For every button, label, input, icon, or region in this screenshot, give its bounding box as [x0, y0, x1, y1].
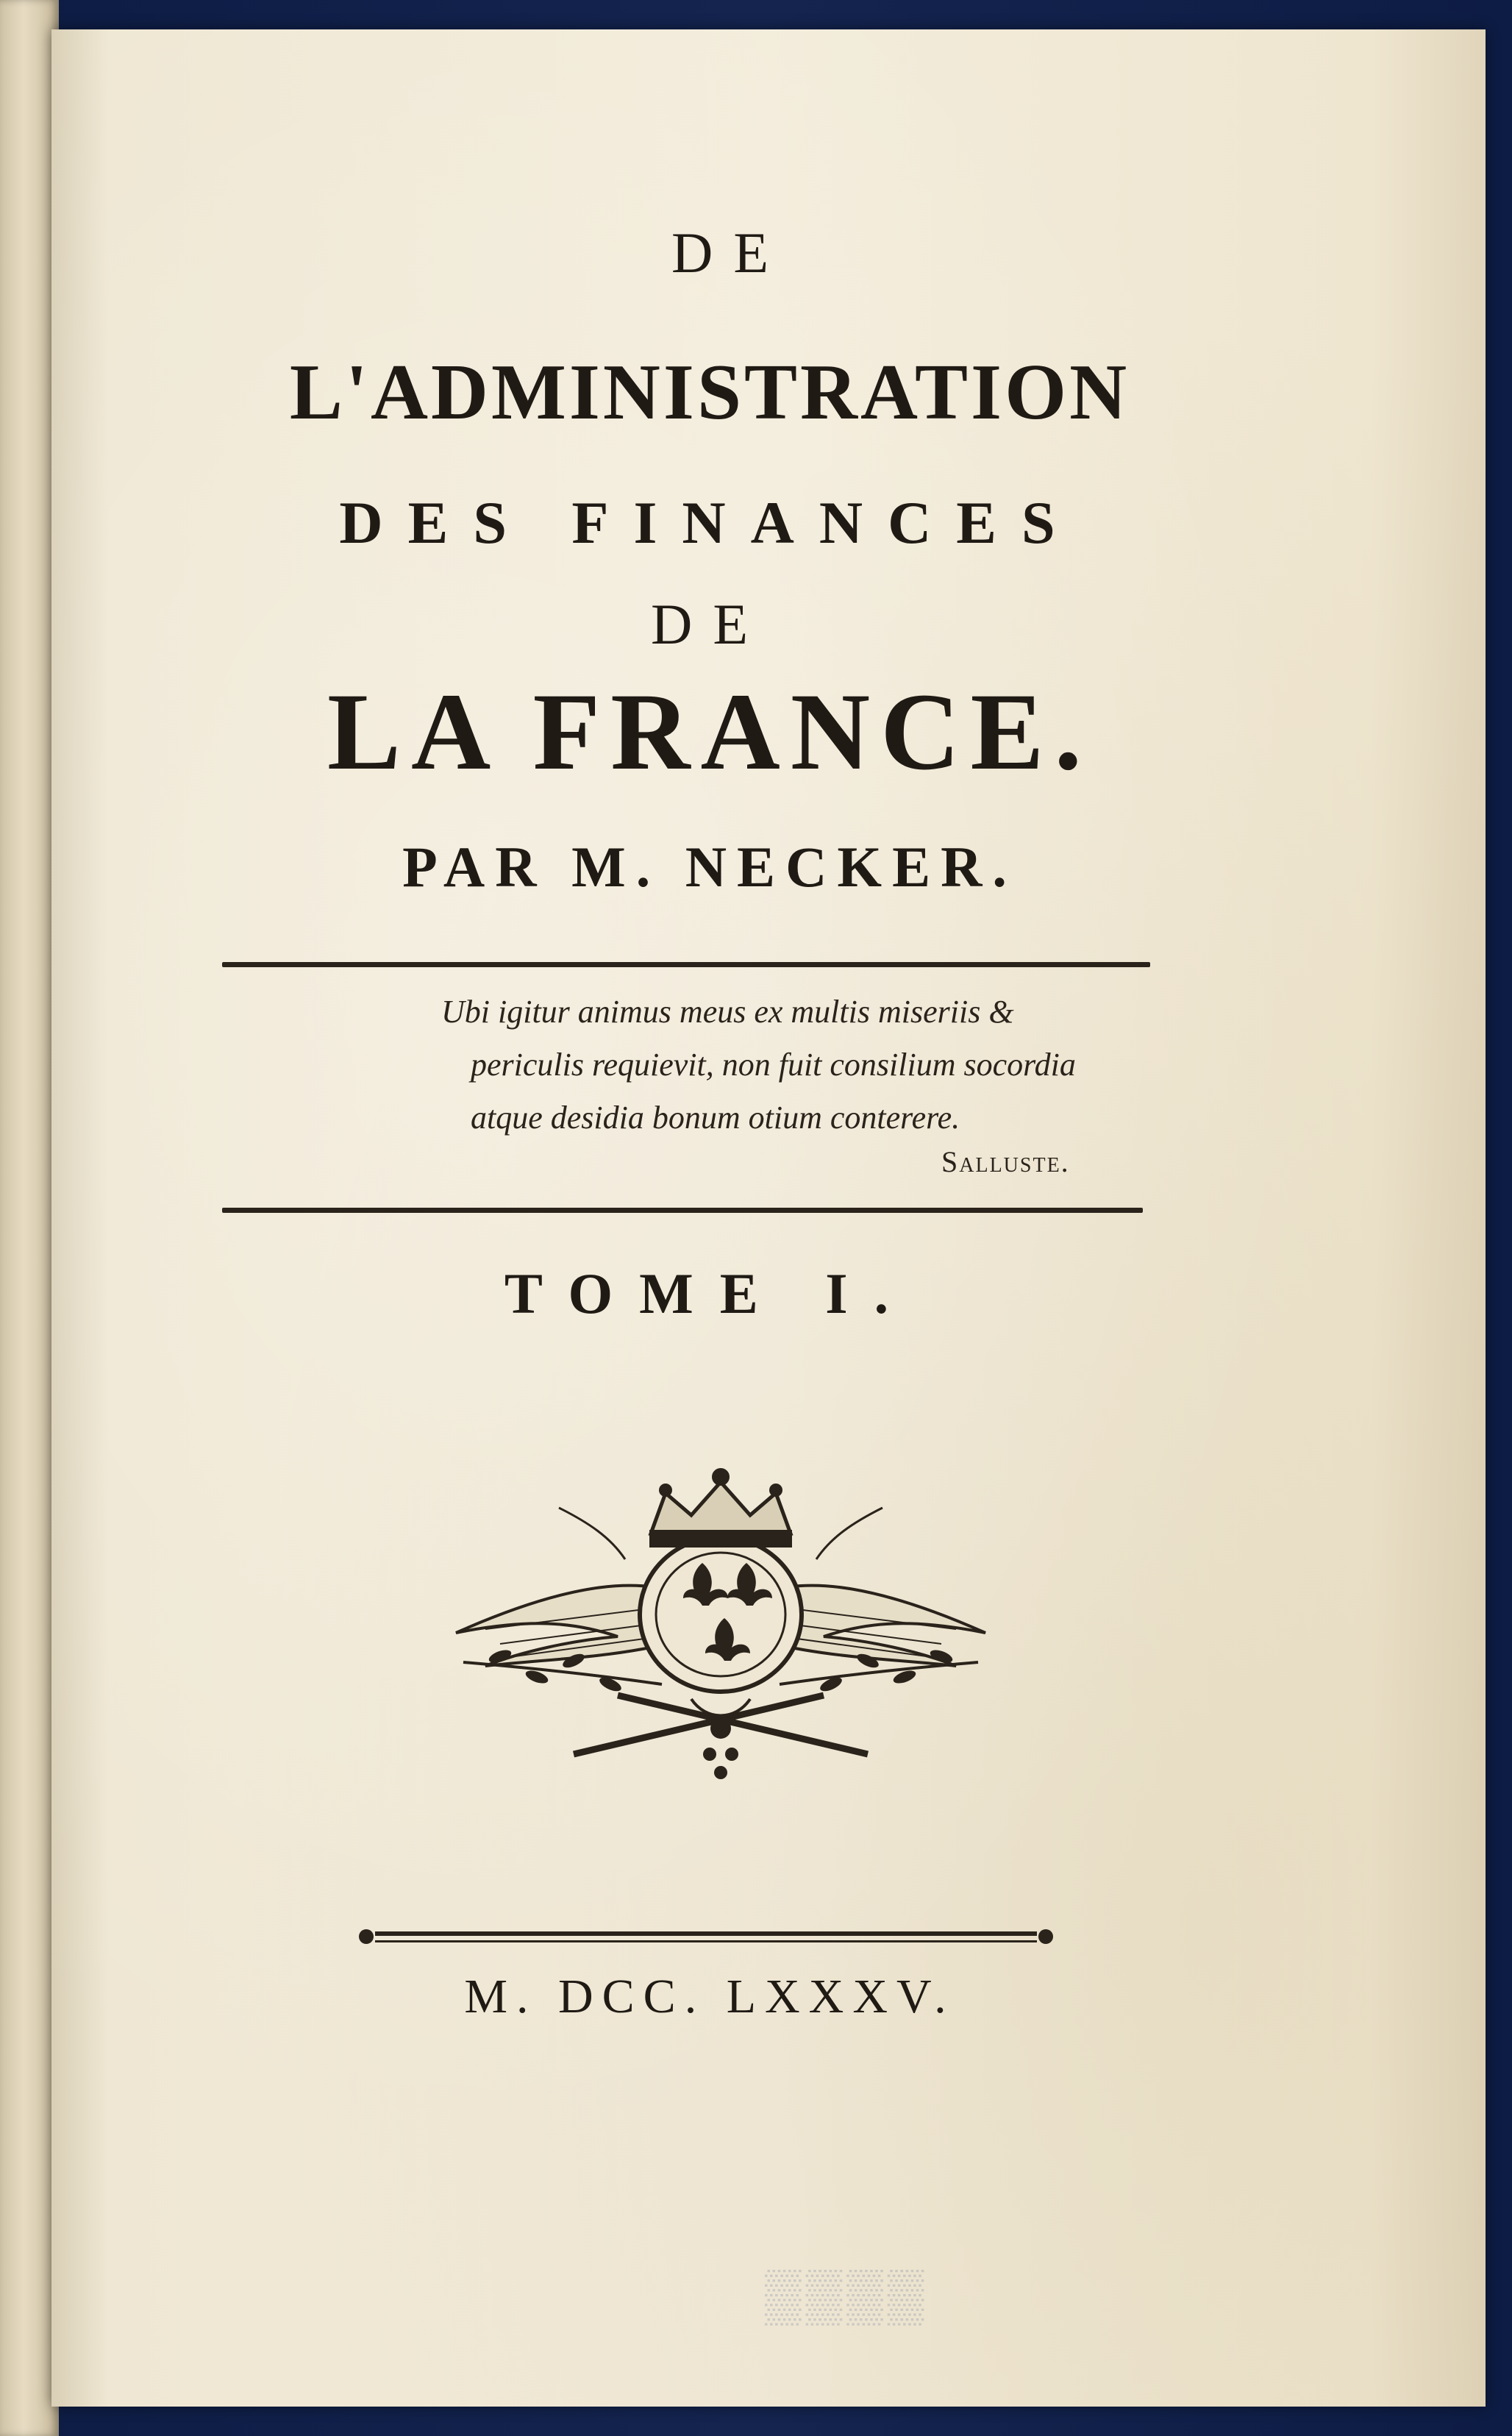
- epigraph: [441, 986, 1177, 1144]
- epigraph-line-2: periculis requievit, non fuit consilium socordia: [471, 1047, 1076, 1083]
- royal-arms-emblem-icon: [441, 1464, 1000, 1787]
- title-line-administration: L'ADMINISTRATION: [289, 349, 1130, 436]
- imprint-year: M. DCC. LXXXV.: [464, 1970, 955, 2023]
- epigraph-bottom-rule: [222, 1208, 1143, 1213]
- title-line-de-second: DE: [651, 592, 769, 656]
- author-line: PAR M. NECKER.: [402, 835, 1017, 899]
- decorative-bottom-rule: [353, 1927, 1059, 1948]
- title-line-des-finances: DES FINANCES: [339, 489, 1080, 556]
- title-line-de: DE: [671, 221, 789, 285]
- faded-library-stamp: ▒▒▒▒: [765, 2266, 929, 2323]
- epigraph-attribution: Salluste.: [941, 1145, 1070, 1178]
- volume-line: TOME I.: [504, 1261, 916, 1325]
- epigraph-top-rule: [222, 962, 1150, 967]
- epigraph-line-1: Ubi igitur animus meus ex multis miseriis &: [441, 994, 1014, 1030]
- title-line-la-france: LA FRANCE.: [327, 671, 1093, 793]
- title-page: [51, 29, 1486, 2407]
- epigraph-line-3: atque desidia bonum otium conterere.: [471, 1100, 960, 1136]
